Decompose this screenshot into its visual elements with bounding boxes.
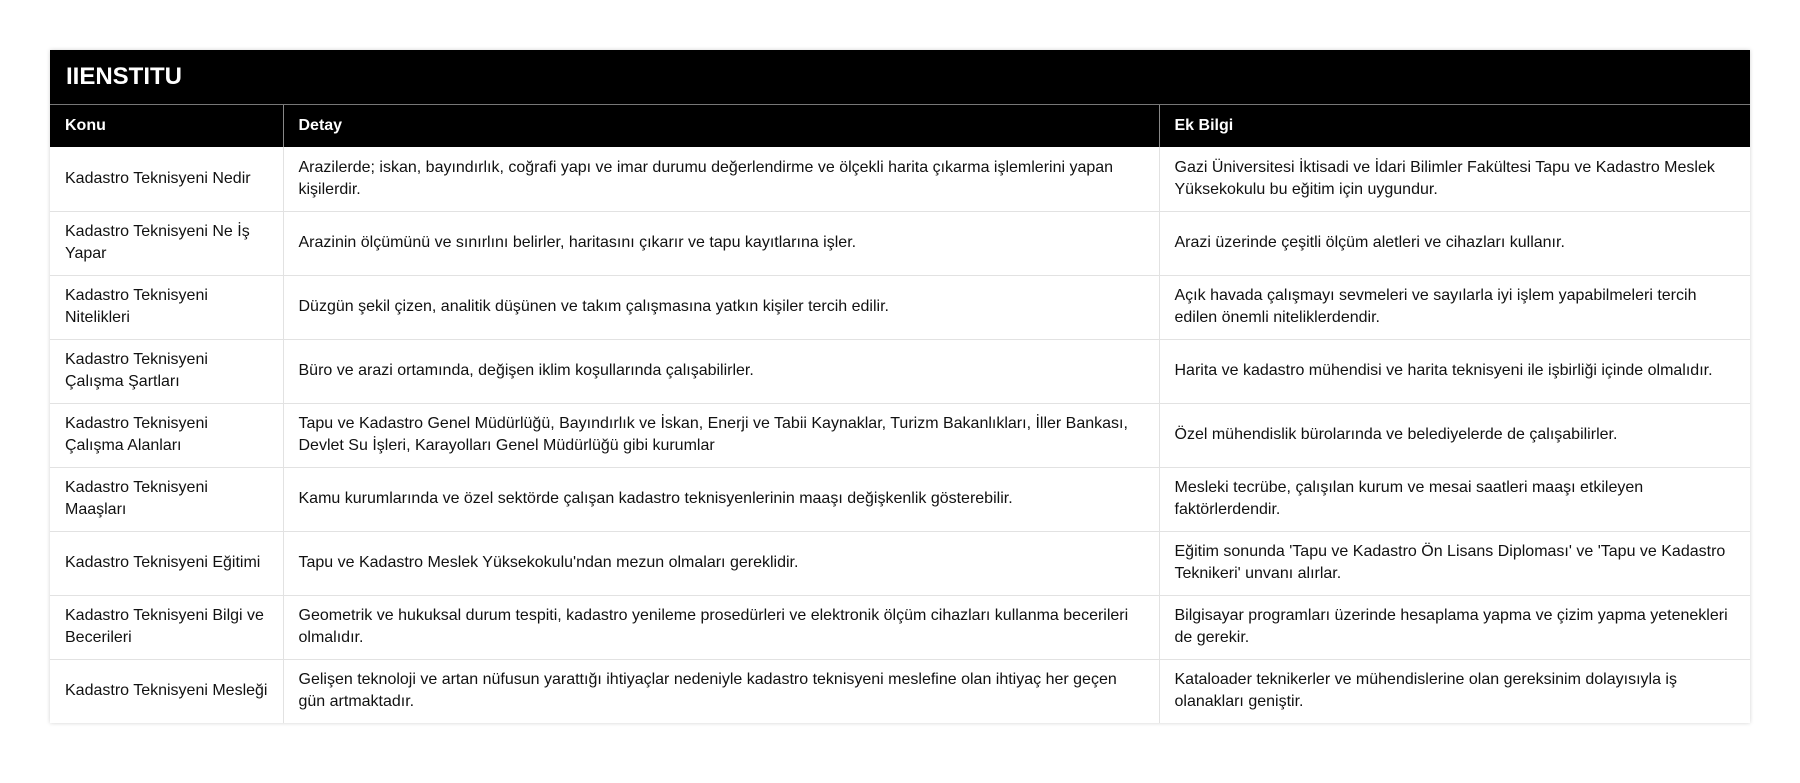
cell-konu: Kadastro Teknisyeni Mesleği bbox=[50, 659, 283, 723]
cell-detay: Tapu ve Kadastro Meslek Yüksekokulu'ndan mezun olmaları gereklidir. bbox=[283, 531, 1159, 595]
cell-ek-bilgi: Arazi üzerinde çeşitli ölçüm aletleri ve cihazları kullanır. bbox=[1159, 211, 1750, 275]
cell-detay: Kamu kurumlarında ve özel sektörde çalışan kadastro teknisyenlerinin maaşı değişkenlik gösterebilir. bbox=[283, 467, 1159, 531]
table-row bbox=[50, 211, 1750, 275]
cell-ek-bilgi: Harita ve kadastro mühendisi ve harita teknisyeni ile işbirliği içinde olmalıdır. bbox=[1159, 339, 1750, 403]
table-row bbox=[50, 403, 1750, 467]
table-row bbox=[50, 467, 1750, 531]
cell-ek-bilgi: Özel mühendislik bürolarında ve belediyelerde de çalışabilirler. bbox=[1159, 403, 1750, 467]
cell-konu: Kadastro Teknisyeni Nedir bbox=[50, 147, 283, 211]
cell-konu: Kadastro Teknisyeni Çalışma Şartları bbox=[50, 339, 283, 403]
table-title: IIENSTITU bbox=[50, 50, 1750, 105]
table-row bbox=[50, 275, 1750, 339]
cell-konu: Kadastro Teknisyeni Bilgi ve Becerileri bbox=[50, 595, 283, 659]
cell-ek-bilgi: Eğitim sonunda 'Tapu ve Kadastro Ön Lisans Diploması' ve 'Tapu ve Kadastro Teknikeri' unvanı alırlar. bbox=[1159, 531, 1750, 595]
cell-detay: Düzgün şekil çizen, analitik düşünen ve takım çalışmasına yatkın kişiler tercih edilir. bbox=[283, 275, 1159, 339]
cell-konu: Kadastro Teknisyeni Maaşları bbox=[50, 467, 283, 531]
cell-detay: Tapu ve Kadastro Genel Müdürlüğü, Bayındırlık ve İskan, Enerji ve Tabii Kaynaklar, Turizm Bakanlıkları, İller Bankası, Devlet Su İşleri, Karayolları Genel Müdürlüğü gibi kurumlar bbox=[283, 403, 1159, 467]
cell-detay: Geometrik ve hukuksal durum tespiti, kadastro yenileme prosedürleri ve elektronik ölçüm cihazları kullanma becerileri olmalıdır. bbox=[283, 595, 1159, 659]
cell-detay: Arazilerde; iskan, bayındırlık, coğrafi yapı ve imar durumu değerlendirme ve ölçekli harita çıkarma işlemlerini yapan kişilerdir. bbox=[283, 147, 1159, 211]
table-header-row bbox=[50, 105, 1750, 147]
cell-konu: Kadastro Teknisyeni Eğitimi bbox=[50, 531, 283, 595]
cell-detay: Gelişen teknoloji ve artan nüfusun yarattığı ihtiyaçlar nedeniyle kadastro teknisyeni meslefine olan ihtiyaç her geçen gün artmaktadır. bbox=[283, 659, 1159, 723]
cell-ek-bilgi: Bilgisayar programları üzerinde hesaplama yapma ve çizim yapma yetenekleri de gerekir. bbox=[1159, 595, 1750, 659]
column-header-ek-bilgi: Ek Bilgi bbox=[1159, 105, 1750, 147]
cell-ek-bilgi: Mesleki tecrübe, çalışılan kurum ve mesai saatleri maaşı etkileyen faktörlerdendir. bbox=[1159, 467, 1750, 531]
cell-ek-bilgi: Kataloader teknikerler ve mühendislerine olan gereksinim dolayısıyla iş olanakları geniştir. bbox=[1174, 671, 1677, 711]
table-row bbox=[50, 659, 1750, 723]
cell-ek-bilgi: Gazi Üniversitesi İktisadi ve İdari Bilimler Fakültesi Tapu ve Kadastro Meslek Yüksekokulu bu eğitim için uygundur. bbox=[1159, 147, 1750, 211]
column-header-konu: Konu bbox=[50, 105, 283, 147]
cell-ek-bilgi: Açık havada çalışmayı sevmeleri ve sayılarla iyi işlem yapabilmeleri tercih edilen önemli niteliklerdendir. bbox=[1159, 275, 1750, 339]
info-table bbox=[50, 105, 1750, 723]
cell-konu: Kadastro Teknisyeni Nitelikleri bbox=[50, 275, 283, 339]
cell-konu: Kadastro Teknisyeni Ne İş Yapar bbox=[50, 211, 283, 275]
info-table-card bbox=[50, 50, 1750, 723]
cell-detay: Büro ve arazi ortamında, değişen iklim koşullarında çalışabilirler. bbox=[283, 339, 1159, 403]
cell-detay: Arazinin ölçümünü ve sınırlını belirler, haritasını çıkarır ve tapu kayıtlarına işler. bbox=[283, 211, 1159, 275]
column-header-detay: Detay bbox=[283, 105, 1159, 147]
table-row bbox=[50, 595, 1750, 659]
table-row bbox=[50, 339, 1750, 403]
cell-konu: Kadastro Teknisyeni Çalışma Alanları bbox=[50, 403, 283, 467]
table-row bbox=[50, 147, 1750, 211]
table-row bbox=[50, 531, 1750, 595]
